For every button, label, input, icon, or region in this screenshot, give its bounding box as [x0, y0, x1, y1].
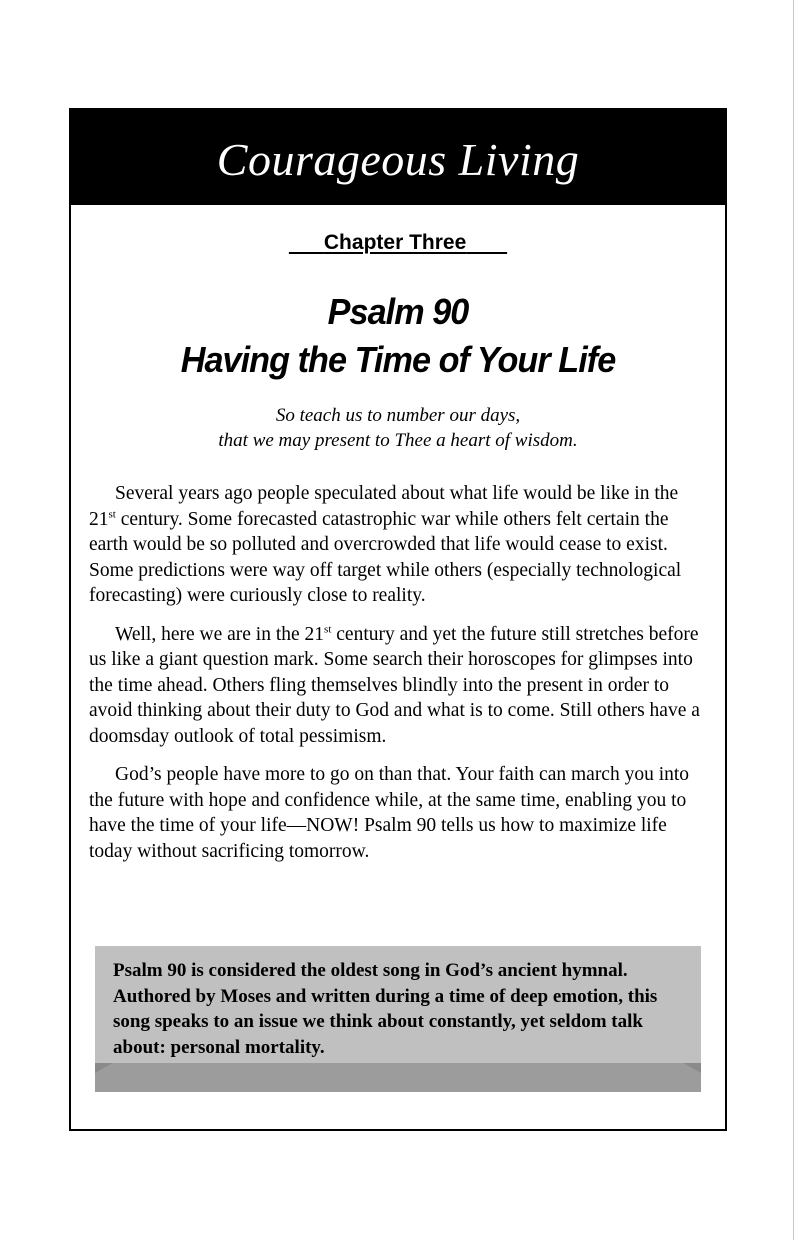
chapter-title-line-2: Having the Time of Your Life: [180, 339, 616, 380]
paragraph-1-part-a: Several years ago people speculated about what life would be like in the 21: [89, 483, 679, 530]
page-frame: [69, 108, 727, 1131]
chapter-label: [71, 230, 725, 256]
paragraph-3: God’s people have more to go on than that. Your faith can march you into the future with hope and confidence while, at the same time, enabling you to have the time of your life—NOW! Psalm 90 tells us how to maximize life today without sacrificing tomorrow.: [89, 764, 690, 862]
chapter-title-line-1: Psalm 90: [327, 291, 469, 332]
chapter-label-underline-right: [466, 231, 507, 254]
chapter-title: [71, 288, 725, 384]
paragraph-1-part-b: century. Some forecasted catastrophic war while others felt certain the earth would be so polluted and overcrowded that life would cease to exist. Some predictions were way off target while others (especially technological forecasting) were curiously close to reality.: [89, 508, 682, 606]
epigraph-line-1: So teach us to number our days,: [275, 405, 521, 426]
epigraph-line-2: that we may present to Thee a heart of wisdom.: [218, 430, 578, 451]
epigraph: [71, 403, 725, 453]
callout-text: Psalm 90 is considered the oldest song in God’s ancient hymnal. Authored by Moses and written during a time of deep emotion, this song speaks to an issue we think about constantly, yet seldom talk about: personal mortality.: [113, 960, 658, 1058]
paragraph-2-part-a: Well, here we are in the 21: [115, 623, 325, 645]
header-banner: [71, 110, 725, 205]
chapter-label-text: Chapter Three: [323, 231, 467, 254]
paragraph-1: [89, 481, 709, 609]
callout-box: [95, 946, 701, 1092]
body-text: [89, 481, 709, 877]
paragraph-2: [89, 622, 709, 750]
paragraph-2-superscript: st: [324, 623, 332, 635]
chapter-label-underline-left: [289, 231, 324, 254]
paragraph-1-superscript: st: [108, 508, 116, 520]
book-title: Courageous Living: [216, 134, 580, 185]
page-edge-rule: [793, 0, 794, 1240]
paragraph-2-part-b: century and yet the future still stretches before us like a giant question mark. Some search their horoscopes for glimpses into the time ahead. Others fling themselves blindly into the present in order to avoid thinking about their duty to God and what is to come. Still others have a doomsday outlook of total pessimism.: [89, 623, 700, 747]
